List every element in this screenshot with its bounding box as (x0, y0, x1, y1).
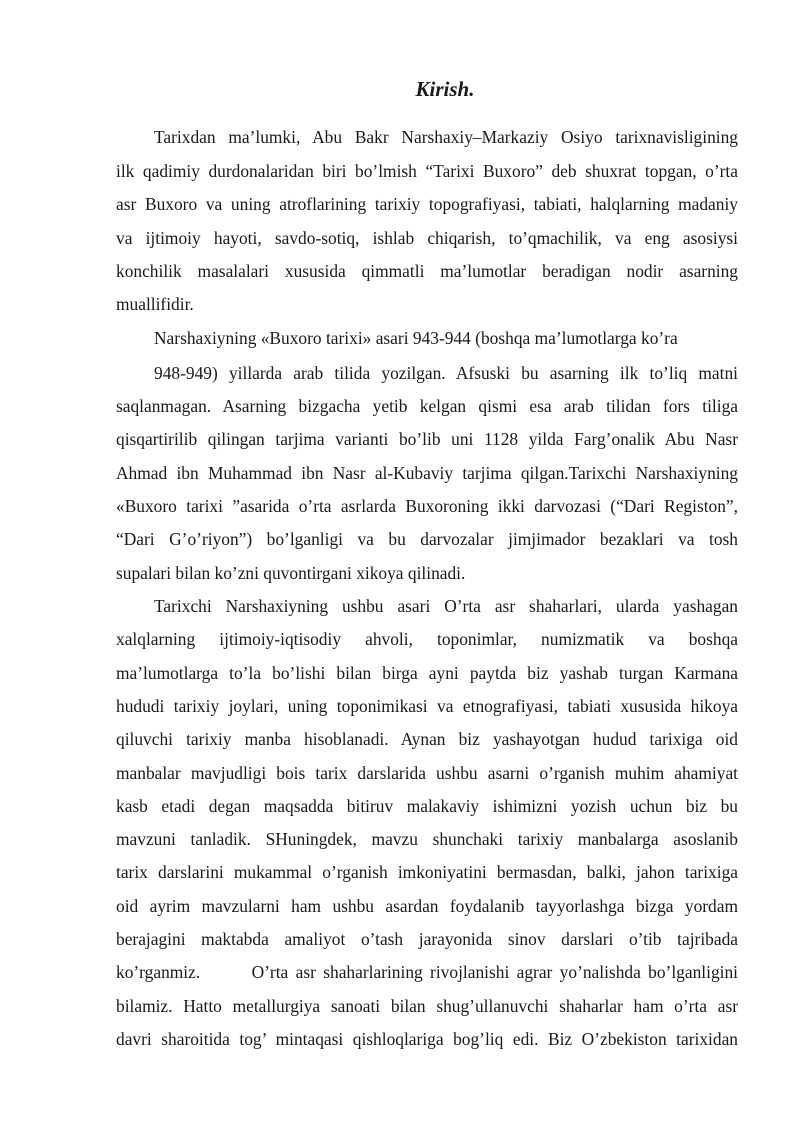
text-line: xalqlarning ijtimoiy-iqtisodiy ahvoli, toponimlar, numizmatik va boshqa (116, 629, 738, 649)
text-line: Ahmad ibn Muhammad ibn Nasr al-Kubaviy tarjima qilgan.Tarixchi Narshaxiyning (116, 463, 738, 483)
text-line: saqlanmagan. Asarning bizgacha yetib kelgan qismi esa arab tilidan fors tiliga (116, 396, 738, 416)
text-line: Tarixdan ma’lumki, Abu Bakr Narshaxiy–Markaziy Osiyo tarixnavisligining (154, 127, 738, 147)
text-line: ilk qadimiy durdonalaridan biri bo’lmish “Tarixi Buxoro” deb shuxrat topgan, o’rta (116, 161, 738, 181)
text-line: muallifidir. (116, 294, 194, 314)
text-line: Tarixchi Narshaxiyning ushbu asari O’rta asr shaharlari, ularda yashagan (154, 596, 738, 616)
text-line: tarix darslarini mukammal o’rganish imkoniyatini bermasdan, balki, jahon tarixiga (116, 862, 738, 882)
text-line: manbalar mavjudligi bois tarix darslarida ushbu asarni o’rganish muhim ahamiyat (116, 763, 738, 783)
text-line: 948-949) yillarda arab tilida yozilgan. Afsuski bu asarning ilk to’liq matni (154, 363, 738, 383)
text-line: konchilik masalalari xususida qimmatli ma’lumotlar beradigan nodir asarning (116, 261, 738, 281)
text-line: Narshaxiyning «Buxoro tarixi» asari 943-944 (boshqa ma’lumotlarga ko’ra (154, 328, 678, 348)
text-line: kasb etadi degan maqsadda bitiruv malakaviy ishimizni yozish uchun biz bu (116, 796, 738, 816)
text-line: qisqartirilib qilingan tarjima varianti bo’lib uni 1128 yilda Farg’onalik Abu Nasr (116, 429, 738, 449)
page-title: Kirish. (415, 77, 475, 101)
text-line: “Dari G’o’riyon”) bo’lganligi va bu darvozalar jimjimador bezaklari va tosh (116, 529, 738, 549)
text-line: davri sharoitida tog’ mintaqasi qishloqlariga bog’liq edi. Biz O’zbekiston tarixidan (116, 1029, 738, 1049)
text-line: bilamiz. Hatto metallurgiya sanoati bilan shug’ullanuvchi shaharlar ham o’rta asr (116, 996, 738, 1016)
text-line: ma’lumotlarga to’la bo’lishi bilan birga ayni paytda biz yashab turgan Karmana (116, 663, 738, 683)
text-line: qiluvchi tarixiy manba hisoblanadi. Aynan biz yashayotgan hudud tarixiga oid (116, 729, 738, 749)
text-line: ko’rganmiz. O’rta asr shaharlarining rivojlanishi agrar yo’nalishda bo’lganligini (116, 962, 738, 982)
text-line: va ijtimoiy hayoti, savdo-sotiq, ishlab chiqarish, to’qmachilik, va eng asosiysi (116, 228, 738, 248)
text-line: mavzuni tanladik. SHuningdek, mavzu shunchaki tarixiy manbalarga asoslanib (116, 829, 738, 849)
text-line: asr Buxoro va uning atroflarining tarixiy topografiyasi, tabiati, halqlarning madaniy (116, 194, 738, 214)
text-line: oid ayrim mavzularni ham ushbu asardan foydalanib tayyorlashga bizga yordam (116, 896, 738, 916)
text-line: «Buxoro tarixi ”asarida o’rta asrlarda Buxoroning ikki darvozasi (“Dari Registon”, (116, 496, 738, 516)
text-line: hududi tarixiy joylari, uning toponimikasi va etnografiyasi, tabiati xususida hikoya (116, 696, 738, 716)
text-line: supalari bilan ko’zni quvontirgani xikoya qilinadi. (116, 563, 466, 583)
text-line: berajagini maktabda amaliyot o’tash jarayonida sinov darslari o’tib tajribada (116, 929, 738, 949)
